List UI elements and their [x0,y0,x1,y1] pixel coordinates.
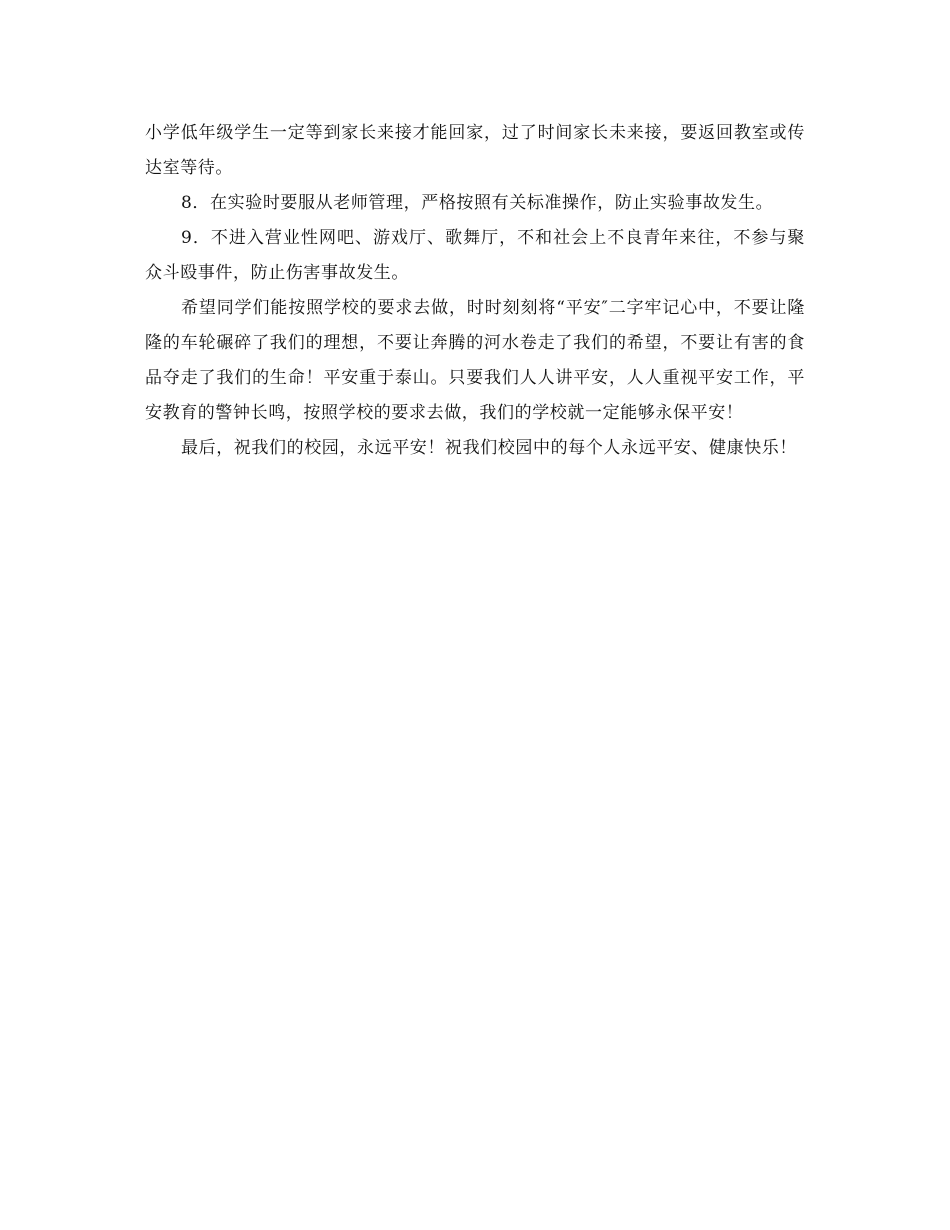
paragraph-pickup-rule: 小学低年级学生一定等到家长来接才能回家，过了时间家长未来接，要返回教室或传达室等待。 [145,123,805,178]
paragraph-venue-restriction: 9．不进入营业性网吧、游戏厅、歌舞厅，不和社会上不良青年来往，不参与聚众斗殴事件，防止伤害事故发生。 [145,228,805,283]
paragraph-closing-wish: 最后，祝我们的校园，永远平安！祝我们校园中的每个人永远平安、健康快乐！ [181,438,797,458]
paragraph-lab-safety: 8．在实验时要服从老师管理，严格按照有关标准操作，防止实验事故发生。 [181,193,774,213]
paragraph-safety-appeal: 希望同学们能按照学校的要求去做，时时刻刻将“平安″二字牢记心中，不要让隆隆的车轮碾碎了我们的理想，不要让奔腾的河水卷走了我们的希望，不要让有害的食品夺走了我们的生命！平安重于泰山。只要我们人人讲平安，人人重视平安工作，平安教育的警钟长鸣，按照学校的要求去做，我们的学校就一定能够永保平安！ [145,298,805,423]
document-body [145,116,805,466]
